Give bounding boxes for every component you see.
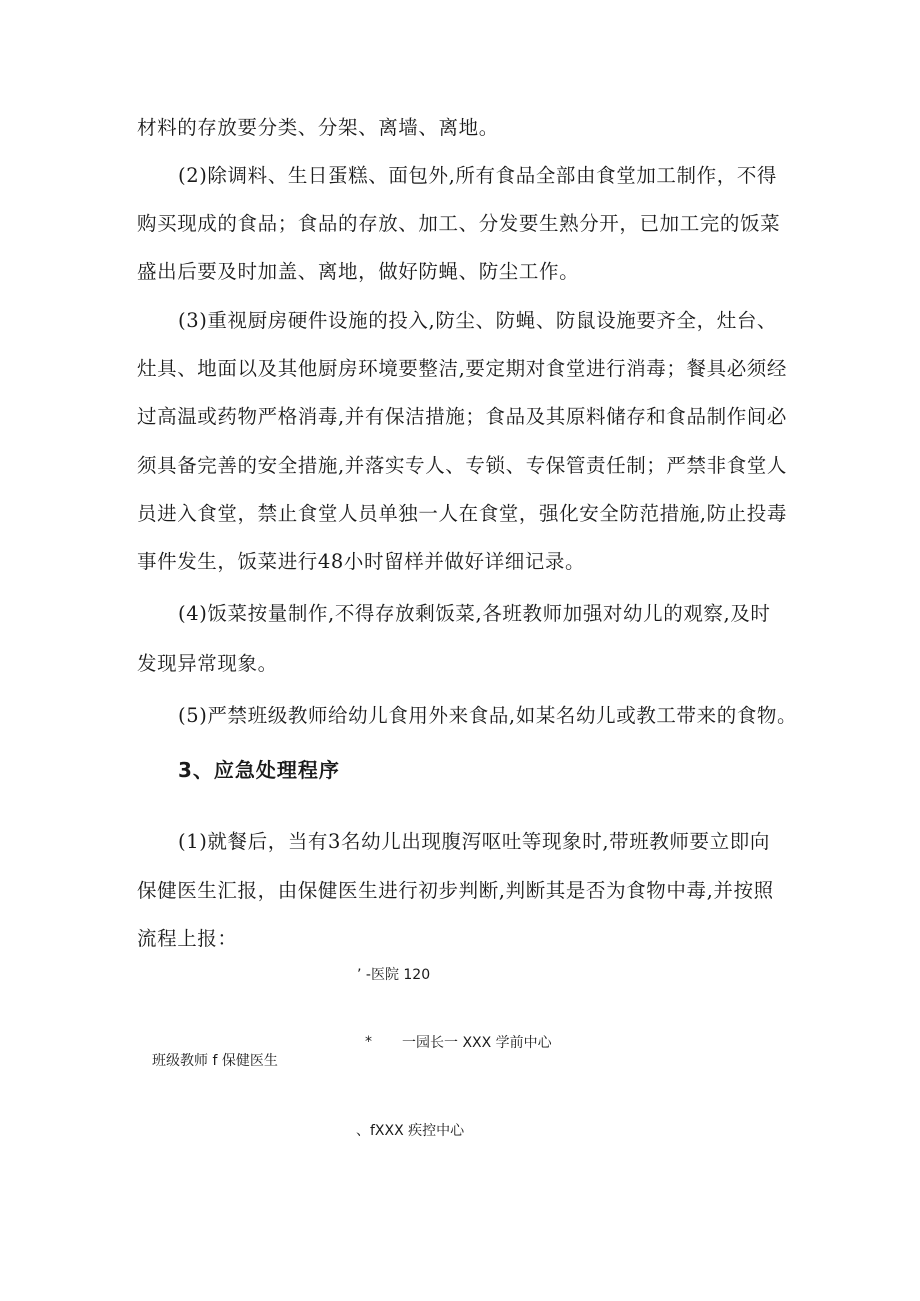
flow-cdc: 、fXXX 疾控中心 [356, 1123, 465, 1139]
flow-star: * [365, 1034, 372, 1050]
flow-hospital: ’ -医院 120 [357, 967, 431, 983]
paragraph-line: (4)饭菜按量制作,不得存放剩饭菜,各班教师加强对幼儿的观察,及时 [178, 602, 771, 625]
flow-director: 一园长一 XXX 学前中心 [402, 1035, 552, 1051]
paragraph-line: 事件发生，饭菜进行48小时留样并做好详细记录。 [137, 550, 586, 573]
paragraph-line: 购买现成的食品；食品的存放、加工、分发要生熟分开，已加工完的饭菜 [137, 212, 781, 235]
paragraph-line: (2)除调料、生日蛋糕、面包外,所有食品全部由食堂加工制作，不得 [178, 164, 778, 187]
paragraph-line: 须具备完善的安全措施,并落实专人、专锁、专保管责任制；严禁非食堂人 [137, 454, 787, 477]
paragraph-line: 员进入食堂，禁止食堂人员单独一人在食堂，强化安全防范措施,防止投毒 [137, 502, 787, 525]
paragraph-line: (1)就餐后，当有3名幼儿出现腹泻呕吐等现象时,带班教师要立即向 [178, 830, 770, 853]
paragraph-line: (3)重视厨房硬件设施的投入,防尘、防蝇、防鼠设施要齐全，灶台、 [178, 309, 778, 332]
paragraph-line: 盛出后要及时加盖、离地，做好防蝇、防尘工作。 [137, 260, 580, 283]
paragraph-line: (5)严禁班级教师给幼儿食用外来食品,如某名幼儿或教工带来的食物。 [178, 704, 798, 727]
section-heading: 3、应急处理程序 [178, 758, 340, 782]
paragraph-line: 发现异常现象。 [137, 652, 278, 675]
paragraph-line: 过高温或药物严格消毒,并有保洁措施；食品及其原料储存和食品制作间必 [137, 405, 787, 428]
paragraph-line: 保健医生汇报，由保健医生进行初步判断,判断其是否为食物中毒,并按照 [137, 879, 774, 902]
paragraph-line: 灶具、地面以及其他厨房环境要整洁,要定期对食堂进行消毒；餐具必须经 [137, 357, 787, 380]
paragraph-line: 材料的存放要分类、分架、离墙、离地。 [137, 116, 499, 139]
flow-origin: 班级教师 f 保健医生 [152, 1053, 278, 1069]
paragraph-line: 流程上报： [137, 927, 238, 950]
